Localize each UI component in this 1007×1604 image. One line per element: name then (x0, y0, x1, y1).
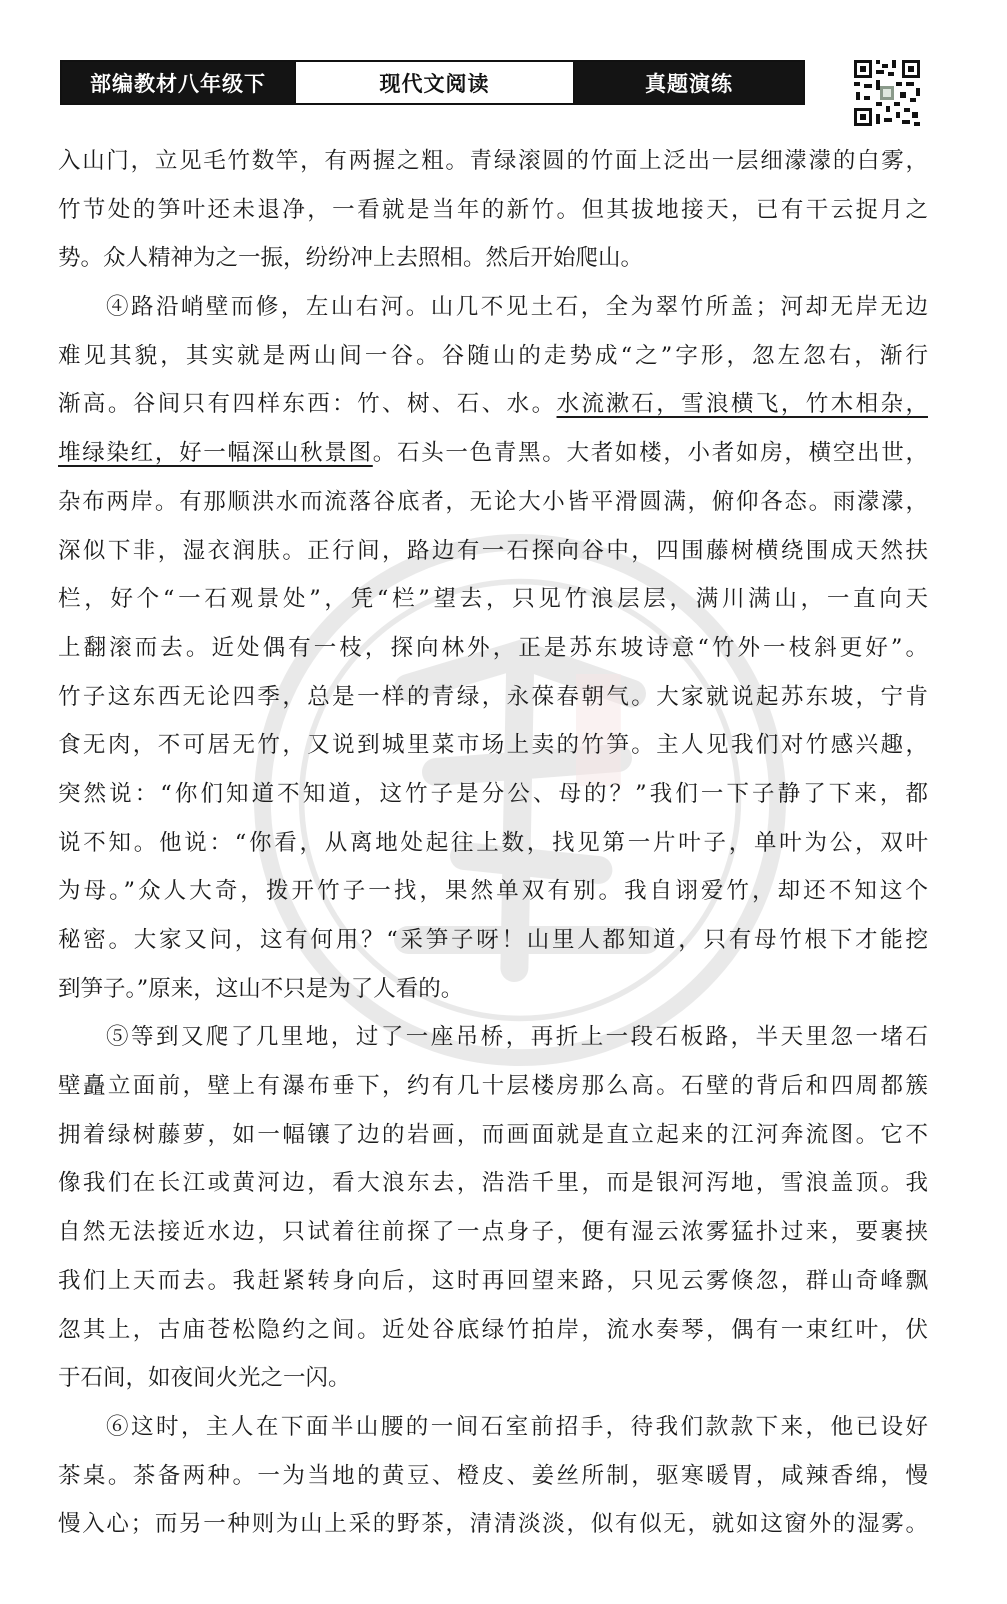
text-line: 势。众人精神为之一振，纷纷冲上去照相。然后开始爬山。 (58, 245, 644, 272)
qr-code-icon (852, 58, 922, 128)
text-line: 说不知。他说：“你看，从离地处起往上数，找见第一片叶子，单叶为公，双叶 (58, 829, 928, 856)
text-line: 像我们在长江或黄河边，看大浪东去，浩浩千里，而是银河泻地，雪浪盖顶。我 (58, 1170, 928, 1197)
text-line: 自然无法接近水边，只试着往前探了一点身子，便有湿云浓雾猛扑过来，要裹挟 (58, 1219, 928, 1246)
article-body (58, 137, 928, 1549)
text-line: 秘密。大家又问，这有何用？“采笋子呀！山里人都知道，只有母竹根下才能挖 (58, 927, 928, 953)
text-line: 到笋子。”原来，这山不只是为了人看的。 (58, 975, 464, 1002)
text-line: 竹子这东西无论四季，总是一样的青绿，永葆春朝气。大家就说起苏东坡，宁肯 (58, 683, 928, 710)
header-grade-label: 部编教材八年级下 (62, 62, 294, 103)
text-line: 茶桌。茶备两种。一为当地的黄豆、橙皮、姜丝所制，驱寒暖胃，咸辣香绵，慢 (58, 1462, 928, 1489)
text-line: 慢入心；而另一种则为山上采的野茶，清清淡淡，似有似无，就如这窗外的湿雾。 (58, 1511, 928, 1538)
text-line: 于石间，如夜间火光之一闪。 (58, 1365, 351, 1392)
header-topic-label: 现代文阅读 (294, 62, 575, 103)
header-section-label: 真题演练 (575, 62, 803, 103)
text-line: 突然说：“你们知道不知道，这竹子是分公、母的？”我们一下子静了下来，都 (58, 780, 928, 807)
text-line: 壁矗立面前，壁上有瀑布垂下，约有几十层楼房那么高。石壁的背后和四周都簇 (58, 1073, 928, 1100)
text-line: 为母。”众人大奇，拨开竹子一找，果然单双有别。我自诩爱竹，却还不知这个 (58, 878, 928, 905)
text-line: 入山门，立见毛竹数竿，有两握之粗。青绿滚圆的竹面上泛出一层细濛濛的白雾， (58, 148, 928, 174)
text-line: 我们上天而去。我赶紧转身向后，这时再回望来路，只见云雾倏忽，群山奇峰飘 (58, 1267, 928, 1294)
text-line (58, 380, 928, 429)
text-line: 上翻滚而去。近处偶有一枝，探向林外，正是苏东坡诗意“竹外一枝斜更好”。 (58, 634, 928, 661)
text-span: 渐高。谷间只有四样东西：竹、树、石、水。 (58, 391, 557, 418)
underlined-sentence: 水流漱石，雪浪横飞，竹木相杂， (556, 391, 928, 418)
text-line: 拥着绿树藤萝，如一幅镶了边的岩画，而画面就是直立起来的江河奔流图。它不 (58, 1121, 928, 1148)
text-span: 。石头一色青黑。大者如楼，小者如房，横空出世， (372, 440, 928, 467)
text-line: 竹节处的笋叶还未退净，一看就是当年的新竹。但其拔地接天，已有干云捉月之 (58, 196, 928, 223)
text-line: 杂布两岸。有那顺洪水而流落谷底者，无论大小皆平滑圆满，俯仰各态。雨濛濛， (58, 488, 928, 515)
text-line: 食无肉，不可居无竹，又说到城里菜市场上卖的竹笋。主人见我们对竹感兴趣， (58, 732, 928, 759)
underlined-sentence: 堆绿染红，好一幅深山秋景图 (58, 440, 373, 467)
text-line: 栏，好个“一石观景处”，凭“栏”望去，只见竹浪层层，满川满山，一直向天 (58, 586, 928, 613)
text-line: 难见其貌，其实就是两山间一谷。谷随山的走势成“之”字形，忽左忽右，渐行 (58, 342, 928, 369)
header-bar (60, 60, 805, 105)
text-line: 忽其上，古庙苍松隐约之间。近处谷底绿竹拍岸，流水奏琴，偶有一束红叶，伏 (58, 1316, 928, 1343)
paragraph-6-start: ⑥这时，主人在下面半山腰的一间石室前招手，待我们款款下来，他已设好 (106, 1413, 928, 1440)
paragraph-4-start: ④路沿峭壁而修，左山右河。山几不见土石，全为翠竹所盖；河却无岸无边 (106, 294, 928, 321)
paragraph-5-start: ⑤等到又爬了几里地，过了一座吊桥，再折上一段石板路，半天里忽一堵石 (106, 1024, 928, 1051)
text-line (58, 429, 928, 478)
text-line: 深似下非，湿衣润肤。正行间，路边有一石探向谷中，四围藤树横绕围成天然扶 (58, 537, 928, 564)
